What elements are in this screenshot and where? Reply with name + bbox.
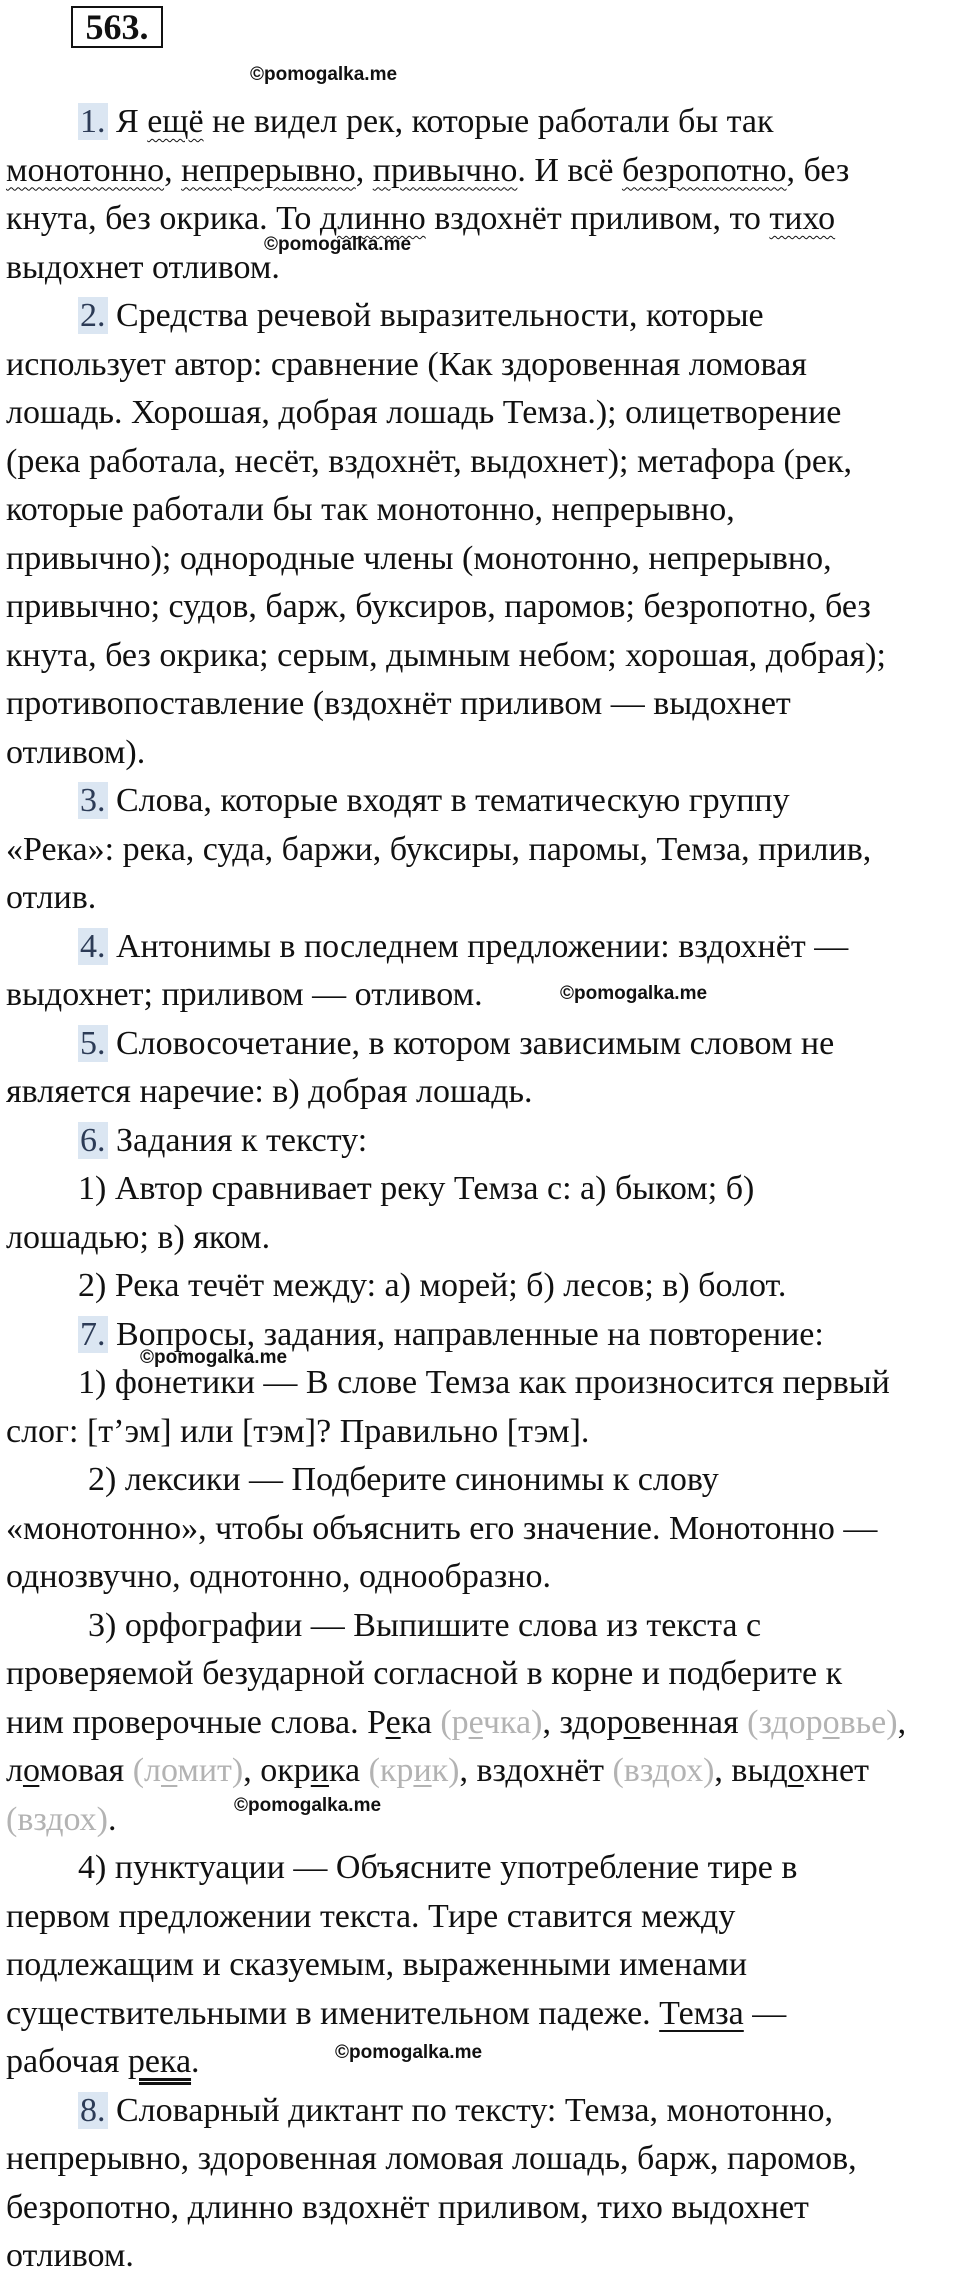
p7-line: ним проверочные слова. Река (речка), здоровенная (здоровье), xyxy=(6,1703,907,1741)
adverb-underlined: непрерывно xyxy=(181,151,356,189)
p7-line: 7. Вопросы, задания, направленные на повторение: xyxy=(80,1315,824,1353)
p6-line: лошадью; в) яком. xyxy=(6,1218,271,1256)
p2-line: лошадь. Хорошая, добрая лошадь Темза.); олицетворение xyxy=(6,394,842,431)
p1-line: выдохнет отливом. xyxy=(6,248,280,286)
adverb-underlined: монотонно xyxy=(6,151,165,189)
adverb-underlined: тихо xyxy=(769,200,836,237)
p4-line: выдохнет; приливом — отливом. xyxy=(6,976,483,1013)
p2-line: противопоставление (вздохнёт приливом — выдохнет xyxy=(6,685,791,722)
p7-line: однозвучно, однотонно, однообразно. xyxy=(6,1558,552,1595)
p7-line: 1) фонетики — В слове Темза как произносится первый xyxy=(78,1364,890,1401)
adverb-underlined: безропотно xyxy=(621,151,787,189)
p7-line: слог: [т’эм] или [тэм]? Правильно [тэм]. xyxy=(6,1412,590,1450)
p8-line: непрерывно, здоровенная ломовая лошадь, барж, паромов, xyxy=(6,2140,857,2177)
answer-text xyxy=(6,98,956,2281)
watermark: ©pomogalka.me xyxy=(140,1347,288,1368)
p7-line: существительными в именительном падеже. Темза — xyxy=(6,1994,787,2032)
adverb-underlined: длинно xyxy=(319,200,426,237)
p7-line: проверяемой безударной согласной в корне и подберите к xyxy=(6,1655,843,1692)
p6-line: 6. Задания к тексту: xyxy=(80,1121,368,1159)
p5-line: является наречие: в) добрая лошадь. xyxy=(6,1073,533,1110)
watermark: ©pomogalka.me xyxy=(234,1795,382,1816)
p7-line: подлежащим и сказуемым, выраженными именами xyxy=(6,1946,748,1983)
p5-line: 5. Словосочетание, в котором зависимым словом не xyxy=(80,1024,835,1062)
p7-line: первом предложении текста. Тире ставится между xyxy=(6,1897,736,1935)
p2-line: 2. Средства речевой выразительности, которые xyxy=(80,297,764,334)
p2-line: которые работали бы так монотонно, непрерывно, xyxy=(6,491,735,528)
task-number-box: 563. xyxy=(71,6,163,48)
item-number-6: 6. xyxy=(80,1121,106,1159)
p8-line: 8. Словарный диктант по тексту: Темза, монотонно, xyxy=(80,2091,834,2129)
p7-line: (вздох). xyxy=(6,1800,117,1838)
p7-line: 4) пунктуации — Объясните употребление тире в xyxy=(78,1849,798,1886)
p6-line: 2) Река течёт между: а) морей; б) лесов; в) болот. xyxy=(78,1267,787,1304)
p2-line: использует автор: сравнение (Как здоровенная ломовая xyxy=(6,345,807,383)
p1-line: 1. Я ещё не видел рек, которые работали бы так xyxy=(80,103,774,140)
watermark: ©pomogalka.me xyxy=(560,983,708,1004)
p7-line: 2) лексики — Подберите синонимы к слову xyxy=(88,1461,719,1498)
p1-line: кнута, без окрика. То длинно вздохнёт приливом, то тихо xyxy=(6,200,836,237)
item-number-4: 4. xyxy=(80,927,106,965)
item-number-2: 2. xyxy=(80,297,106,334)
p8-line: отливом. xyxy=(6,2237,134,2274)
p2-line: кнута, без окрика; серым, дымным небом; хорошая, добрая); xyxy=(6,636,886,674)
item-number-7: 7. xyxy=(80,1315,106,1353)
p3-line: «Река»: река, суда, баржи, буксиры, паромы, Темза, прилив, xyxy=(6,830,872,868)
p7-line: «монотонно», чтобы объяснить его значение. Монотонно — xyxy=(6,1509,878,1547)
p3-line: 3. Слова, которые входят в тематическую группу xyxy=(80,782,790,819)
subject-underlined: Темза xyxy=(659,1994,744,2032)
p6-line: 1) Автор сравнивает реку Темза с: а) быком; б) xyxy=(78,1170,755,1207)
adverb-underlined: ещё xyxy=(147,103,204,140)
p7-line: 3) орфографии — Выпишите слова из текста с xyxy=(88,1606,762,1644)
p2-line: привычно; судов, барж, буксиров, паромов; безропотно, без xyxy=(6,588,871,625)
p3-line: отлив. xyxy=(6,879,97,916)
adverb-underlined: привычно xyxy=(372,151,518,189)
p7-line: рабочая река. xyxy=(6,2043,200,2080)
item-number-3: 3. xyxy=(80,782,106,819)
predicate-underlined: река xyxy=(127,2043,192,2080)
watermark: ©pomogalka.me xyxy=(250,64,398,85)
p4-line: 4. Антонимы в последнем предложении: вздохнёт — xyxy=(80,927,849,965)
p2-line: привычно); однородные члены (монотонно, непрерывно, xyxy=(6,539,832,577)
item-number-8: 8. xyxy=(80,2091,106,2129)
item-number-5: 5. xyxy=(80,1024,106,1062)
watermark: ©pomogalka.me xyxy=(264,234,412,255)
p8-line: безропотно, длинно вздохнёт приливом, тихо выдохнет xyxy=(6,2188,809,2226)
item-number-1: 1. xyxy=(80,103,106,140)
p2-line: (река работала, несёт, вздохнёт, выдохнет); метафора (рек, xyxy=(6,442,852,480)
p2-line: отливом). xyxy=(6,733,146,771)
p7-line: ломовая (ломит), окрика (крик), вздохнёт (вздох), выдохнет xyxy=(6,1752,869,1789)
p1-line: монотонно, непрерывно, привычно. И всё безропотно, без xyxy=(6,151,850,189)
watermark: ©pomogalka.me xyxy=(335,2042,483,2063)
